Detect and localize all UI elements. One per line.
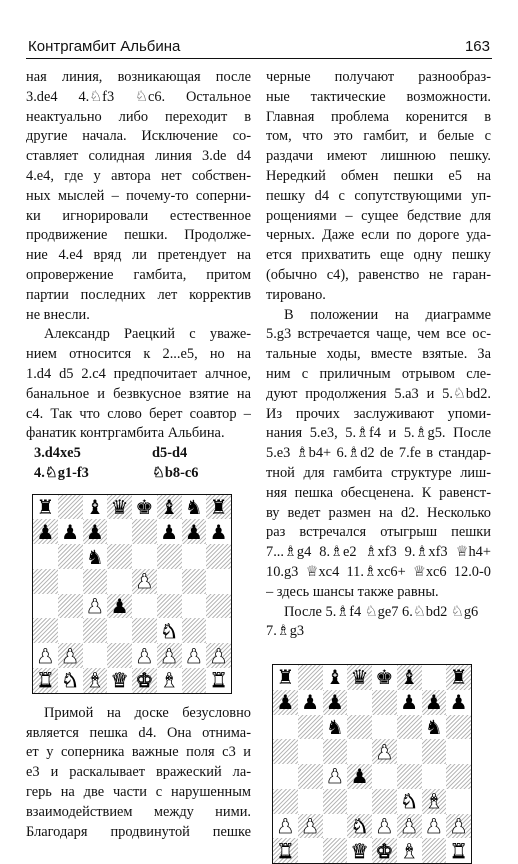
board-square [372, 665, 397, 690]
black-pawn-icon: ♟ [424, 690, 443, 715]
move-row [26, 464, 251, 484]
text-line: герь на две части с нарушенным [26, 783, 251, 800]
board-square [107, 643, 132, 668]
board-square [33, 569, 58, 594]
white-move: 3.d4xe5 [34, 445, 81, 462]
board-square [58, 643, 83, 668]
board-square [372, 739, 397, 764]
black-pawn-icon: ♟ [160, 519, 179, 544]
board-square [298, 814, 323, 839]
board-square [132, 519, 157, 544]
board-square [298, 789, 323, 814]
text-line: том, что это гамбит, и белые с [266, 128, 491, 145]
board-square [206, 594, 231, 619]
left-paragraph-3 [26, 704, 251, 843]
black-bishop-icon: ♝ [85, 495, 104, 520]
text-line: нием относится к 2...e5, но на [26, 346, 251, 363]
text-line: Из прочих заслуживают упоми- [266, 405, 491, 422]
board-square [446, 838, 471, 863]
white-pawn-icon: ♟ [135, 643, 154, 668]
board-square [58, 668, 83, 693]
board-square [33, 519, 58, 544]
board-square [347, 690, 372, 715]
board-square [273, 764, 298, 789]
move-list [26, 444, 251, 484]
board-square [323, 789, 348, 814]
text-line: 4.e4, где у автора нет собствен- [26, 167, 251, 184]
board-square [157, 643, 182, 668]
text-line: банальное и безвкусное взятие на [26, 385, 251, 402]
text-line: тальные ходы, вместе взятые. За [266, 346, 491, 363]
chess-diagram-1 [32, 494, 232, 694]
text-line: няя пешка обесценена. К равенст- [266, 484, 491, 501]
black-pawn-icon: ♟ [449, 690, 468, 715]
text-line: ки игнорировали естественное [26, 207, 251, 224]
board-square [422, 715, 447, 740]
text-line: рощениями – сущее бедствие для [266, 207, 491, 224]
board-square [33, 643, 58, 668]
board-square [347, 789, 372, 814]
left-column [26, 68, 251, 842]
white-pawn-icon: ♟ [209, 643, 228, 668]
text-line: нания 5.e3, 5.♗f4 и 5.♗g5. После [266, 425, 491, 442]
black-pawn-icon: ♟ [110, 594, 129, 619]
text-line: После 5.♗f4 ♘ge7 6.♘bd2 ♘g6 [284, 603, 479, 620]
board-square [157, 544, 182, 569]
board-square [323, 838, 348, 863]
black-pawn-icon: ♟ [209, 519, 228, 544]
board-square [58, 519, 83, 544]
left-paragraph-2 [26, 325, 251, 444]
white-pawn-icon: ♟ [400, 813, 419, 838]
board-square [206, 519, 231, 544]
black-rook-icon: ♜ [449, 665, 468, 690]
black-knight-icon: ♞ [325, 714, 344, 739]
black-pawn-icon: ♟ [301, 690, 320, 715]
board-square [323, 814, 348, 839]
board-square [347, 764, 372, 789]
board-square [397, 690, 422, 715]
text-line: черных. Даже если по дороге уда- [266, 227, 491, 244]
board-square [298, 665, 323, 690]
text-line: ву ведет размен на d2. Несколько [266, 504, 491, 521]
board-square [83, 519, 108, 544]
board-square [182, 618, 207, 643]
white-king-icon: ♚ [135, 668, 154, 693]
board-square [397, 838, 422, 863]
text-line: 5.g3 встречается чаще, чем все ос- [266, 326, 491, 343]
board-square [397, 764, 422, 789]
running-title: Контргамбит Альбина [28, 38, 181, 55]
text-line: раз встречался отыгрыш пешки [266, 524, 491, 541]
black-pawn-icon: ♟ [85, 519, 104, 544]
board-square [33, 618, 58, 643]
black-knight-icon: ♞ [424, 714, 443, 739]
board-square [422, 690, 447, 715]
text-line: взаимодействием между ними. [26, 803, 251, 820]
text-line: ется прихватить еще одну пешку [266, 247, 491, 264]
board-square [372, 789, 397, 814]
text-line: неактуально либо переходит в [26, 108, 251, 125]
board-square [347, 814, 372, 839]
board-square [33, 495, 58, 520]
board-square [182, 668, 207, 693]
board-square [206, 495, 231, 520]
black-pawn-icon: ♟ [350, 764, 369, 789]
text-line: другие начала. Исключение со- [26, 128, 251, 145]
board-square [132, 643, 157, 668]
right-paragraph-1 [266, 68, 491, 306]
board-square [107, 668, 132, 693]
board-square [58, 594, 83, 619]
board-square [347, 665, 372, 690]
board-square [206, 668, 231, 693]
board-square [397, 739, 422, 764]
white-pawn-icon: ♟ [85, 594, 104, 619]
board-square [372, 764, 397, 789]
board-square [157, 618, 182, 643]
board-square [298, 739, 323, 764]
board-square [83, 495, 108, 520]
white-king-icon: ♚ [375, 838, 394, 863]
white-queen-icon: ♛ [350, 838, 369, 863]
board-square [422, 739, 447, 764]
white-bishop-icon: ♝ [85, 668, 104, 693]
black-pawn-icon: ♟ [36, 519, 55, 544]
text-line: фанатик контргамбита Альбина. [26, 425, 225, 442]
board-square [107, 519, 132, 544]
text-line: c4. Так что слово берет соавтор – [26, 405, 251, 422]
page-header [26, 36, 492, 59]
black-queen-icon: ♛ [110, 495, 129, 520]
text-line: 10.g3 ♕xc4 11.♗xc6+ ♕xc6 12.0-0 [266, 563, 491, 580]
board-square [182, 544, 207, 569]
white-move: 4.♘g1-f3 [34, 464, 89, 481]
white-pawn-icon: ♟ [160, 643, 179, 668]
white-rook-icon: ♜ [276, 838, 295, 863]
board-square [83, 544, 108, 569]
board-square [273, 789, 298, 814]
board-square [157, 594, 182, 619]
board-square [298, 838, 323, 863]
white-rook-icon: ♜ [36, 668, 55, 693]
board-square [107, 618, 132, 643]
move-row [26, 444, 251, 464]
board-square [107, 569, 132, 594]
board-square [273, 690, 298, 715]
board-square [422, 764, 447, 789]
board-square [422, 838, 447, 863]
board-square [422, 814, 447, 839]
board-square [323, 690, 348, 715]
text-line: Благодаря продвинутой пешке [26, 823, 251, 840]
text-line: (обычно c4), равенство не гаран- [266, 266, 491, 283]
board-square [422, 665, 447, 690]
board-square [347, 715, 372, 740]
text-line: Александр Раецкий с уваже- [44, 326, 251, 343]
white-pawn-icon: ♟ [301, 813, 320, 838]
white-bishop-icon: ♝ [424, 789, 443, 814]
black-rook-icon: ♜ [209, 495, 228, 520]
board-square [132, 544, 157, 569]
board-square [298, 690, 323, 715]
board-square [422, 789, 447, 814]
black-move: ♘b8-c6 [152, 464, 199, 481]
board-square [446, 814, 471, 839]
white-pawn-icon: ♟ [325, 764, 344, 789]
black-pawn-icon: ♟ [61, 519, 80, 544]
white-pawn-icon: ♟ [424, 813, 443, 838]
board-square [132, 618, 157, 643]
board-square [132, 569, 157, 594]
board-square [273, 665, 298, 690]
black-pawn-icon: ♟ [184, 519, 203, 544]
white-pawn-icon: ♟ [135, 569, 154, 594]
board-square [83, 668, 108, 693]
board-square [446, 764, 471, 789]
text-line: ная линия, возникающая после [26, 69, 251, 85]
white-knight-icon: ♞ [160, 618, 179, 643]
board-square [446, 690, 471, 715]
black-king-icon: ♚ [375, 665, 394, 690]
white-pawn-icon: ♟ [375, 739, 394, 764]
text-line: тной для гамбита структуре лиш- [266, 464, 491, 481]
white-knight-icon: ♞ [400, 789, 419, 814]
left-paragraph-1 [26, 68, 251, 325]
black-knight-icon: ♞ [85, 544, 104, 569]
board-square [157, 569, 182, 594]
white-knight-icon: ♞ [61, 668, 80, 693]
chess-diagram-2 [272, 664, 472, 864]
text-line: черные получают разнообраз- [266, 69, 491, 85]
black-pawn-icon: ♟ [325, 690, 344, 715]
white-bishop-icon: ♝ [400, 838, 419, 863]
board-square [446, 739, 471, 764]
black-knight-icon: ♞ [184, 495, 203, 520]
text-line: ставляет солидная линия 3.de d4 [26, 148, 251, 165]
text-line: тировано. [266, 286, 326, 303]
board-square [446, 715, 471, 740]
board-square [323, 715, 348, 740]
board-square [273, 739, 298, 764]
board-square [372, 838, 397, 863]
board-square [182, 495, 207, 520]
white-rook-icon: ♜ [449, 838, 468, 863]
text-line: Примой на доске безусловно [44, 704, 251, 721]
white-pawn-icon: ♟ [449, 813, 468, 838]
board-square [446, 789, 471, 814]
text-line: пешку d4 с сопутствующими уп- [266, 187, 491, 204]
text-line: ные тактические возможности. [266, 88, 491, 105]
text-line: – здесь шансы также равны. [266, 583, 439, 600]
right-paragraph-2 [266, 306, 491, 603]
text-line: раздачи имеют лишнюю пешку. [266, 148, 491, 165]
board-square [33, 544, 58, 569]
black-bishop-icon: ♝ [160, 495, 179, 520]
board-square [157, 668, 182, 693]
text-line: 7.♗g3 [266, 623, 305, 640]
board-square [157, 495, 182, 520]
board-square [83, 594, 108, 619]
chess-diagram-2-wrap [272, 664, 491, 864]
black-queen-icon: ♛ [350, 665, 369, 690]
right-column [266, 68, 491, 864]
board-square [397, 789, 422, 814]
board-square [397, 665, 422, 690]
board-square [273, 814, 298, 839]
board-square [182, 519, 207, 544]
right-paragraph-3 [266, 603, 491, 643]
text-line: Нередкий обмен пешки e5 на [266, 167, 491, 184]
text-line: ние 4.e4 вряд ли претендует на [26, 247, 251, 264]
board-square [58, 618, 83, 643]
board-square [323, 764, 348, 789]
black-bishop-icon: ♝ [325, 665, 344, 690]
text-line: опровержение гамбита, притом [26, 266, 251, 283]
white-pawn-icon: ♟ [36, 643, 55, 668]
board-square [182, 643, 207, 668]
text-line: не внесли. [26, 306, 90, 323]
board-square [273, 838, 298, 863]
text-line: 1.d4 d5 2.c4 предпочитает алчное, [26, 365, 251, 382]
text-line: ных мыслей – почему-то соперни- [26, 187, 251, 204]
board-square [347, 838, 372, 863]
black-bishop-icon: ♝ [400, 665, 419, 690]
board-square [107, 594, 132, 619]
board-square [372, 715, 397, 740]
board-square [58, 495, 83, 520]
board-square [83, 618, 108, 643]
board-square [132, 668, 157, 693]
board-square [298, 715, 323, 740]
board-square [397, 715, 422, 740]
page-number: 163 [464, 38, 490, 55]
board-square [157, 519, 182, 544]
board-square [206, 643, 231, 668]
board-square [33, 594, 58, 619]
board-square [107, 495, 132, 520]
text-line: ним с приличным отрывом сле- [266, 365, 491, 382]
text-line: ет у соперника важные поля c3 и [26, 744, 251, 761]
white-bishop-icon: ♝ [160, 668, 179, 693]
board-square [298, 764, 323, 789]
black-move: d5-d4 [152, 445, 188, 462]
text-line: e3 и раскалывает вражеский ла- [26, 764, 251, 781]
white-queen-icon: ♛ [110, 668, 129, 693]
board-square [107, 544, 132, 569]
black-pawn-icon: ♟ [400, 690, 419, 715]
black-rook-icon: ♜ [36, 495, 55, 520]
black-king-icon: ♚ [135, 495, 154, 520]
text-line: партии последних лет корректив [26, 286, 251, 303]
text-line: Главная проблема коренится в [266, 108, 491, 125]
white-pawn-icon: ♟ [375, 813, 394, 838]
board-square [323, 665, 348, 690]
board-square [132, 495, 157, 520]
board-square [58, 544, 83, 569]
text-line: продвижение пешки. Продолже- [26, 227, 251, 244]
text-line: дуют продолжения 5.a3 и 5.♘bd2. [266, 385, 491, 402]
board-square [182, 569, 207, 594]
text-line: 5.e3 ♗b4+ 6.♗d2 de 7.fe в стандар- [266, 445, 491, 462]
board-square [323, 739, 348, 764]
text-line: 7...♗g4 8.♗e2 ♗xf3 9.♗xf3 ♕h4+ [266, 544, 491, 561]
text-line: 3.de4 4.♘f3 ♘c6. Остальное [26, 88, 251, 105]
board-square [83, 569, 108, 594]
board-square [132, 594, 157, 619]
white-pawn-icon: ♟ [61, 643, 80, 668]
chess-diagram-1-wrap [32, 494, 251, 694]
board-square [446, 665, 471, 690]
board-square [182, 594, 207, 619]
board-square [206, 544, 231, 569]
board-square [273, 715, 298, 740]
black-pawn-icon: ♟ [276, 690, 295, 715]
white-knight-icon: ♞ [350, 813, 369, 838]
board-square [397, 814, 422, 839]
board-square [206, 618, 231, 643]
text-line: В положении на диаграмме [284, 306, 491, 323]
board-square [33, 668, 58, 693]
white-pawn-icon: ♟ [276, 813, 295, 838]
board-square [58, 569, 83, 594]
board-square [83, 643, 108, 668]
text-line: является пешка d4. Она отнима- [26, 724, 251, 741]
board-square [372, 814, 397, 839]
white-rook-icon: ♜ [209, 668, 228, 693]
white-pawn-icon: ♟ [184, 643, 203, 668]
board-square [347, 739, 372, 764]
board-square [206, 569, 231, 594]
black-rook-icon: ♜ [276, 665, 295, 690]
board-square [372, 690, 397, 715]
